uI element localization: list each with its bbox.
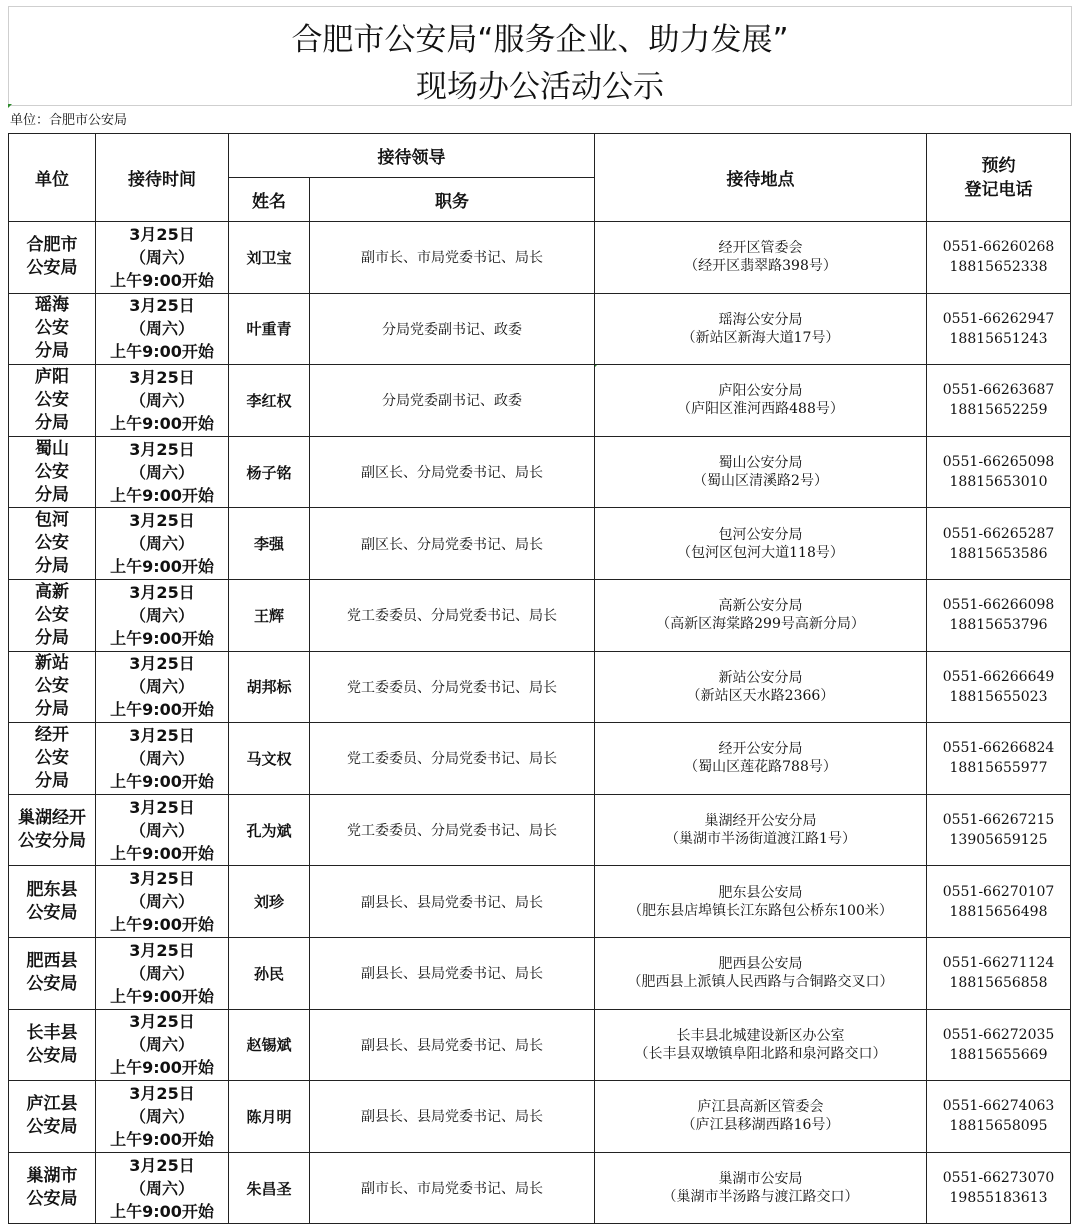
unit-label: 单位：合肥市公安局 xyxy=(10,113,128,128)
duty-cell: 副县长、县局党委书记、局长 xyxy=(310,1081,595,1153)
duty-cell: 副市长、市局党委书记、局长 xyxy=(310,1152,595,1224)
phone-cell: 0551-66267215 13905659125 xyxy=(927,794,1071,866)
table-row xyxy=(9,723,1071,795)
location-cell: 经开公安分局 （蜀山区莲花路788号） xyxy=(595,723,927,795)
location-cell: 瑶海公安分局 （新站区新海大道17号） xyxy=(595,293,927,365)
header-location: 接待地点 xyxy=(595,134,927,222)
location-cell: 经开区管委会 （经开区翡翠路398号） xyxy=(595,222,927,294)
name-cell: 赵锡斌 xyxy=(229,1009,310,1081)
time-cell: 3月25日 （周六） 上午9:00开始 xyxy=(96,794,229,866)
time-cell: 3月25日 （周六） 上午9:00开始 xyxy=(96,365,229,437)
duty-cell: 党工委委员、分局党委书记、局长 xyxy=(310,579,595,651)
table-row xyxy=(9,1152,1071,1224)
table-row xyxy=(9,436,1071,508)
table-body xyxy=(9,222,1071,1224)
name-cell: 叶重青 xyxy=(229,293,310,365)
name-cell: 刘珍 xyxy=(229,866,310,938)
duty-cell: 副县长、县局党委书记、局长 xyxy=(310,937,595,1009)
location-cell: 巢湖市公安局 （巢湖市半汤路与渡江路交口） xyxy=(595,1152,927,1224)
page-subtitle: 现场办公活动公示 xyxy=(416,69,664,105)
title-box xyxy=(8,6,1072,106)
unit-cell: 庐阳 公安 分局 xyxy=(9,365,96,437)
table-row xyxy=(9,794,1071,866)
name-cell: 王辉 xyxy=(229,579,310,651)
time-cell: 3月25日 （周六） 上午9:00开始 xyxy=(96,1009,229,1081)
table-row xyxy=(9,293,1071,365)
header-name: 姓名 xyxy=(229,178,310,222)
duty-cell: 副市长、市局党委书记、局长 xyxy=(310,222,595,294)
cell-marker-icon xyxy=(8,104,12,108)
time-cell: 3月25日 （周六） 上午9:00开始 xyxy=(96,508,229,580)
name-cell: 朱昌圣 xyxy=(229,1152,310,1224)
time-cell: 3月25日 （周六） 上午9:00开始 xyxy=(96,1152,229,1224)
time-cell: 3月25日 （周六） 上午9:00开始 xyxy=(96,293,229,365)
duty-cell: 党工委委员、分局党委书记、局长 xyxy=(310,651,595,723)
header-leader: 接待领导 xyxy=(229,134,595,178)
phone-cell: 0551-66266649 18815655023 xyxy=(927,651,1071,723)
location-cell: 庐江县高新区管委会 （庐江县移湖西路16号） xyxy=(595,1081,927,1153)
duty-cell: 分局党委副书记、政委 xyxy=(310,293,595,365)
name-cell: 杨子铭 xyxy=(229,436,310,508)
time-cell: 3月25日 （周六） 上午9:00开始 xyxy=(96,436,229,508)
location-cell: 长丰县北城建设新区办公室 （长丰县双墩镇阜阳北路和泉河路交口） xyxy=(595,1009,927,1081)
unit-cell: 庐江县 公安局 xyxy=(9,1081,96,1153)
duty-cell: 分局党委副书记、政委 xyxy=(310,365,595,437)
location-cell: 包河公安分局 （包河区包河大道118号） xyxy=(595,508,927,580)
unit-cell: 巢湖经开 公安分局 xyxy=(9,794,96,866)
time-cell: 3月25日 （周六） 上午9:00开始 xyxy=(96,651,229,723)
table-row xyxy=(9,937,1071,1009)
location-cell: 新站公安分局 （新站区天水路2366） xyxy=(595,651,927,723)
header-unit: 单位 xyxy=(9,134,96,222)
name-cell: 李红权 xyxy=(229,365,310,437)
phone-cell: 0551-66263687 18815652259 xyxy=(927,365,1071,437)
unit-cell: 新站 公安 分局 xyxy=(9,651,96,723)
phone-cell: 0551-66262947 18815651243 xyxy=(927,293,1071,365)
time-cell: 3月25日 （周六） 上午9:00开始 xyxy=(96,579,229,651)
phone-cell: 0551-66265287 18815653586 xyxy=(927,508,1071,580)
table-row xyxy=(9,651,1071,723)
location-cell: 蜀山公安分局 （蜀山区清溪路2号） xyxy=(595,436,927,508)
location-cell: 巢湖经开公安分局 （巢湖市半汤街道渡江路1号） xyxy=(595,794,927,866)
phone-cell: 0551-66274063 18815658095 xyxy=(927,1081,1071,1153)
name-cell: 孔为斌 xyxy=(229,794,310,866)
duty-cell: 副区长、分局党委书记、局长 xyxy=(310,436,595,508)
phone-cell: 0551-66266098 18815653796 xyxy=(927,579,1071,651)
unit-cell: 巢湖市 公安局 xyxy=(9,1152,96,1224)
unit-cell: 肥东县 公安局 xyxy=(9,866,96,938)
header-phone: 预约 登记电话 xyxy=(927,134,1071,222)
phone-cell: 0551-66266824 18815655977 xyxy=(927,723,1071,795)
phone-cell: 0551-66273070 19855183613 xyxy=(927,1152,1071,1224)
unit-cell: 高新 公安 分局 xyxy=(9,579,96,651)
location-cell: 肥西县公安局 （肥西县上派镇人民西路与合铜路交叉口） xyxy=(595,937,927,1009)
unit-cell: 瑶海 公安 分局 xyxy=(9,293,96,365)
location-cell: 庐阳公安分局 （庐阳区淮河西路488号） xyxy=(595,365,927,437)
duty-cell: 副县长、县局党委书记、局长 xyxy=(310,1009,595,1081)
header-time: 接待时间 xyxy=(96,134,229,222)
table-row xyxy=(9,365,1071,437)
table-row xyxy=(9,1081,1071,1153)
unit-cell: 包河 公安 分局 xyxy=(9,508,96,580)
header-duty: 职务 xyxy=(310,178,595,222)
table-row xyxy=(9,222,1071,294)
unit-cell: 蜀山 公安 分局 xyxy=(9,436,96,508)
time-cell: 3月25日 （周六） 上午9:00开始 xyxy=(96,222,229,294)
time-cell: 3月25日 （周六） 上午9:00开始 xyxy=(96,723,229,795)
unit-cell: 经开 公安 分局 xyxy=(9,723,96,795)
table-row xyxy=(9,579,1071,651)
location-cell: 肥东县公安局 （肥东县店埠镇长江东路包公桥东100米） xyxy=(595,866,927,938)
duty-cell: 副区长、分局党委书记、局长 xyxy=(310,508,595,580)
duty-cell: 党工委委员、分局党委书记、局长 xyxy=(310,723,595,795)
name-cell: 刘卫宝 xyxy=(229,222,310,294)
time-cell: 3月25日 （周六） 上午9:00开始 xyxy=(96,866,229,938)
phone-cell: 0551-66270107 18815656498 xyxy=(927,866,1071,938)
table-row xyxy=(9,1009,1071,1081)
name-cell: 陈月明 xyxy=(229,1081,310,1153)
unit-cell: 长丰县 公安局 xyxy=(9,1009,96,1081)
table-row xyxy=(9,866,1071,938)
name-cell: 马文权 xyxy=(229,723,310,795)
phone-cell: 0551-66271124 18815656858 xyxy=(927,937,1071,1009)
name-cell: 李强 xyxy=(229,508,310,580)
table-row xyxy=(9,508,1071,580)
unit-cell: 合肥市 公安局 xyxy=(9,222,96,294)
schedule-table xyxy=(8,133,1071,1224)
unit-cell: 肥西县 公安局 xyxy=(9,937,96,1009)
time-cell: 3月25日 （周六） 上午9:00开始 xyxy=(96,937,229,1009)
name-cell: 孙民 xyxy=(229,937,310,1009)
location-cell: 高新公安分局 （高新区海棠路299号高新分局） xyxy=(595,579,927,651)
page-title: 合肥市公安局“服务企业、助力发展” xyxy=(291,22,789,58)
duty-cell: 副县长、县局党委书记、局长 xyxy=(310,866,595,938)
phone-cell: 0551-66260268 18815652338 xyxy=(927,222,1071,294)
phone-cell: 0551-66265098 18815653010 xyxy=(927,436,1071,508)
time-cell: 3月25日 （周六） 上午9:00开始 xyxy=(96,1081,229,1153)
duty-cell: 党工委委员、分局党委书记、局长 xyxy=(310,794,595,866)
phone-cell: 0551-66272035 18815655669 xyxy=(927,1009,1071,1081)
name-cell: 胡邦标 xyxy=(229,651,310,723)
